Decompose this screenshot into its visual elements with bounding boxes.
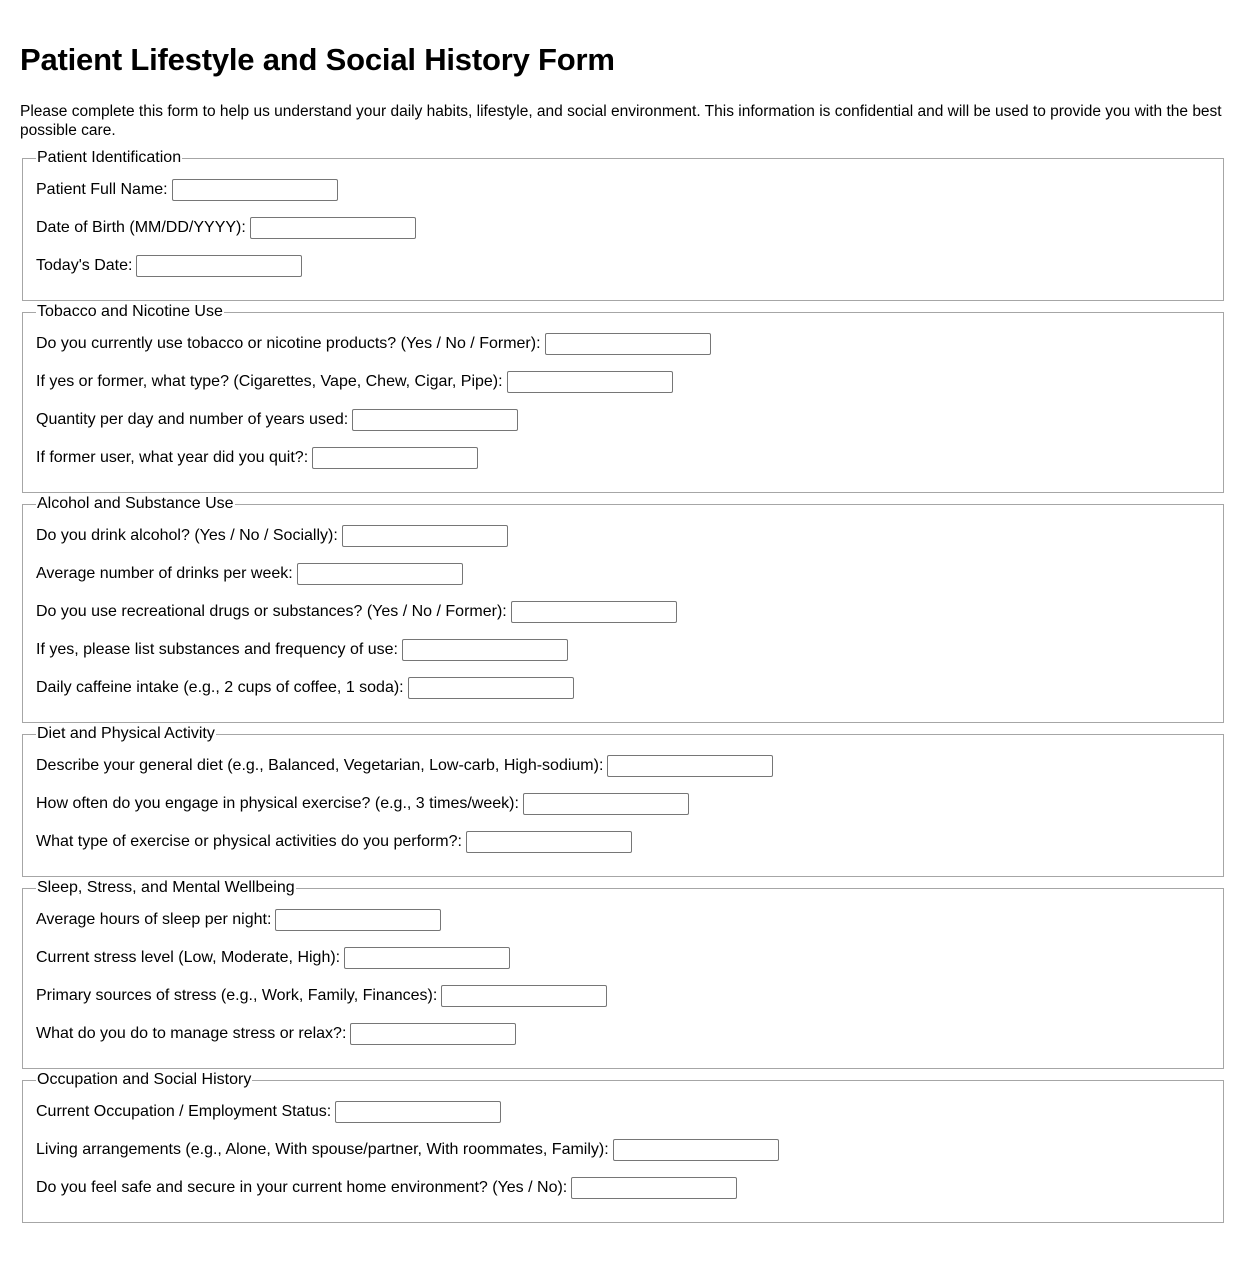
field-label: Quantity per day and number of years used: [36, 411, 349, 428]
form-row [36, 171, 1210, 209]
field-label: If former user, what year did you quit?: [36, 449, 309, 466]
field-label: Do you drink alcohol? (Yes / No / Socially): [36, 527, 338, 544]
form-row [36, 325, 1210, 363]
section-alcohol-and-substance-use [22, 495, 1224, 723]
form-row [36, 631, 1210, 669]
field-label: Daily caffeine intake (e.g., 2 cups of coffee, 1 soda): [36, 679, 404, 696]
text-input-field[interactable] [607, 755, 773, 777]
field-label: How often do you engage in physical exercise? (e.g., 3 times/week): [36, 795, 519, 812]
form-row [36, 823, 1210, 861]
form-row [36, 209, 1210, 247]
text-input-field[interactable] [402, 639, 568, 661]
form-row [36, 901, 1210, 939]
section-legend: Sleep, Stress, and Mental Wellbeing [37, 879, 295, 896]
field-label: Do you use recreational drugs or substances? (Yes / No / Former): [36, 603, 507, 620]
section-occupation-and-social-history [22, 1071, 1224, 1223]
form-row [36, 1131, 1210, 1169]
form-row [36, 593, 1210, 631]
text-input-field[interactable] [335, 1101, 501, 1123]
section-patient-identification [22, 149, 1224, 301]
text-input-field[interactable] [275, 909, 441, 931]
field-label: Do you feel safe and secure in your current home environment? (Yes / No): [36, 1179, 568, 1196]
text-input-field[interactable] [352, 409, 518, 431]
form-row [36, 401, 1210, 439]
field-label: Average hours of sleep per night: [36, 911, 272, 928]
form-row [36, 1015, 1210, 1053]
section-tobacco-and-nicotine-use [22, 303, 1224, 493]
field-label: Patient Full Name: [36, 181, 168, 198]
form-row [36, 977, 1210, 1015]
text-input-field[interactable] [297, 563, 463, 585]
section-legend: Patient Identification [37, 149, 182, 166]
section-diet-and-physical-activity [22, 725, 1224, 877]
text-input-field[interactable] [250, 217, 416, 239]
form-row [36, 669, 1210, 707]
intro-text: Please complete this form to help us understand your daily habits, lifestyle, and social environment. This information is confidential and will be used to provide you with the best possible care. [20, 103, 1222, 139]
field-label: Primary sources of stress (e.g., Work, Family, Finances): [36, 987, 438, 1004]
text-input-field[interactable] [523, 793, 689, 815]
field-label: Date of Birth (MM/DD/YYYY): [36, 219, 246, 236]
page-title: Patient Lifestyle and Social History Form [20, 42, 615, 77]
form-row [36, 363, 1210, 401]
field-label: What do you do to manage stress or relax?: [36, 1025, 347, 1042]
field-label: Current Occupation / Employment Status: [36, 1103, 332, 1120]
field-label: If yes, please list substances and frequency of use: [36, 641, 398, 658]
form-row [36, 939, 1210, 977]
field-label: What type of exercise or physical activities do you perform?: [36, 833, 462, 850]
text-input-field[interactable] [466, 831, 632, 853]
field-label: Do you currently use tobacco or nicotine products? (Yes / No / Former): [36, 335, 541, 352]
form-row [36, 555, 1210, 593]
text-input-field[interactable] [571, 1177, 737, 1199]
field-label: Average number of drinks per week: [36, 565, 293, 582]
section-legend: Diet and Physical Activity [37, 725, 215, 742]
form-sections [20, 149, 1227, 1223]
form-row [36, 247, 1210, 285]
text-input-field[interactable] [312, 447, 478, 469]
section-legend: Alcohol and Substance Use [37, 495, 234, 512]
text-input-field[interactable] [511, 601, 677, 623]
text-input-field[interactable] [408, 677, 574, 699]
text-input-field[interactable] [350, 1023, 516, 1045]
field-label: If yes or former, what type? (Cigarettes, Vape, Chew, Cigar, Pipe): [36, 373, 503, 390]
text-input-field[interactable] [344, 947, 510, 969]
section-legend: Occupation and Social History [37, 1071, 252, 1088]
field-label: Living arrangements (e.g., Alone, With spouse/partner, With roommates, Family): [36, 1141, 609, 1158]
section-sleep-stress-and-mental-wellbeing [22, 879, 1224, 1069]
text-input-field[interactable] [441, 985, 607, 1007]
text-input-field[interactable] [507, 371, 673, 393]
field-label: Current stress level (Low, Moderate, High): [36, 949, 341, 966]
text-input-field[interactable] [342, 525, 508, 547]
text-input-field[interactable] [545, 333, 711, 355]
form-row [36, 517, 1210, 555]
text-input-field[interactable] [613, 1139, 779, 1161]
form-row [36, 439, 1210, 477]
section-legend: Tobacco and Nicotine Use [37, 303, 223, 320]
form-row [36, 747, 1210, 785]
form-row [36, 785, 1210, 823]
text-input-field[interactable] [172, 179, 338, 201]
field-label: Describe your general diet (e.g., Balanced, Vegetarian, Low-carb, High-sodium): [36, 757, 604, 774]
text-input-field[interactable] [136, 255, 302, 277]
form-row [36, 1169, 1210, 1207]
field-label: Today's Date: [36, 257, 133, 274]
form-row [36, 1093, 1210, 1131]
